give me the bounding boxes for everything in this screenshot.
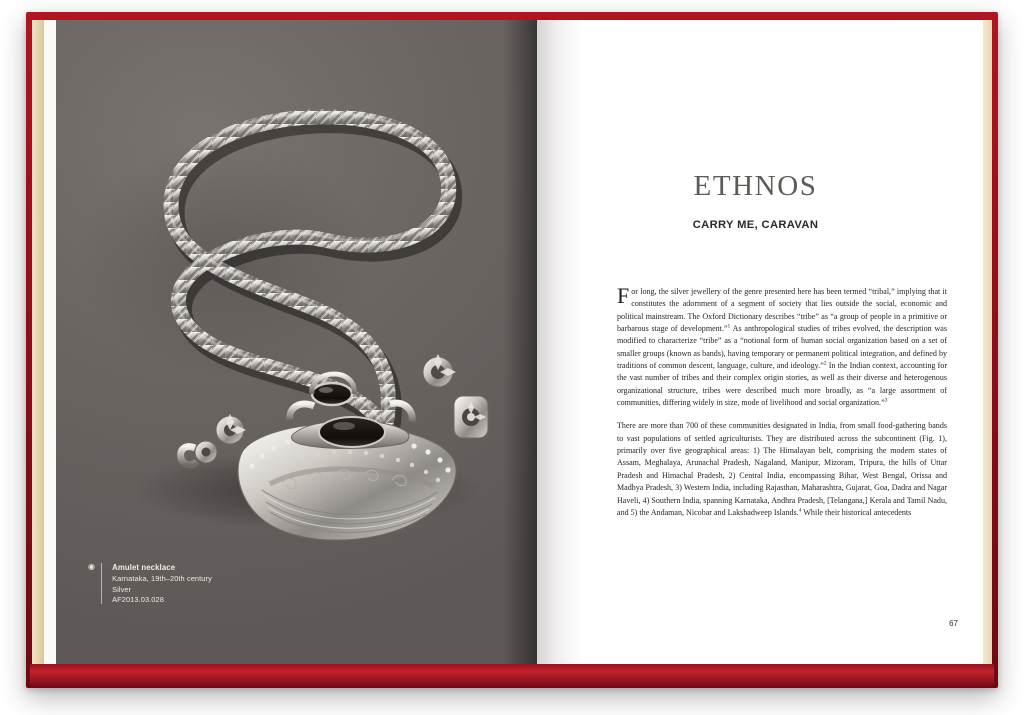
caption-line-3: AF2013.03.028 (112, 595, 164, 605)
open-pages (32, 20, 992, 664)
left-page (32, 20, 537, 664)
paragraph-2-text-b: While their historical antecedents (801, 507, 912, 517)
footnote-ref-4[interactable]: 4 (798, 507, 802, 514)
caption-line-2: Silver (112, 584, 132, 594)
page-number: 67 (949, 619, 958, 628)
footnote-ref-3[interactable]: 3 (884, 397, 888, 404)
page-edge-gold-left (32, 20, 44, 664)
footnote-ref-2[interactable]: 2 (823, 360, 827, 367)
gutter-shadow-right (537, 20, 583, 664)
paragraph-1-text-c: In the Indian context, accounting for the vast number of tribes and their complex origin stories, as well as their diverse and heterogenous organizational structure, tribes were described much more broadly, as “a large assortment of communities, differing widely in size, mode of livelihood and social organization.” (617, 361, 947, 408)
page-edge-white-left (44, 20, 56, 664)
caption-marker-icon: ◉ (88, 561, 96, 571)
caption-line-1: Karnataka, 19th–20th century (112, 573, 212, 583)
chapter-subtitle: CARRY ME, CARAVAN (692, 219, 819, 231)
paragraph-1-text-a: or long, the silver jewellery of the genre presented here has been termed “tribal,” implying that it constitutes the adornment of a segment of society that lies outside the social, economic and political mainstream. The Oxford Dictionary describes “tribe” as “a group of people in a primitive or barbarous stage of development.” (617, 287, 947, 334)
paragraph-1 (617, 283, 948, 409)
right-page (537, 20, 992, 664)
page-edge-gold-right (983, 20, 992, 664)
paragraph-1-text-b: As anthropological studies of tribes evolved, the description was modified to characterize “tribe” as a “notional form of human social organization based on a set of smaller groups (known as bands), having temporary or permanent political integration, and defined by traditions of common descent, language, culture, and ideology.” (617, 324, 948, 371)
drop-cap: F (617, 283, 630, 308)
caption-object-name: Amulet necklace (112, 562, 176, 572)
caption-rule (101, 563, 102, 605)
paragraph-2-text-a: There are more than 700 of these communities designated in India, from small food-gathering bands to vast populations of settled agriculturists. They are distributed across the subcontinent (Fig. 1), primarily over five geographical areas: 1) The Himalayan belt, comprising the modern states of Assam, Meghalaya, Arunachal Pradesh, Nagaland, Manipur, Mizoram, Tripura, the hills of Uttar Pradesh and Himachal Pradesh, 2) Central India, encompassing Bihar, West Bengal, Orissa and Madhya Pradesh, 3) Western India, including Rajasthan, Maharashtra, Gujarat, Goa, Dadra and Nagar Haveli, 4) Southern India, spanning Karnataka, Andhra Pradesh, [Telangana,] Kerala and Tamil Nadu, and 5) the Andaman, Nicobar and Lakshadweep Islands. (617, 421, 947, 517)
chapter-title: ETHNOS (693, 170, 818, 202)
chapter-heading-block (537, 170, 974, 231)
body-text-column (617, 283, 948, 519)
footnote-ref-1[interactable]: 1 (727, 323, 731, 330)
plate-caption (88, 562, 212, 607)
caption-text (112, 562, 212, 607)
book-cover-bottom-edge (30, 664, 994, 686)
paragraph-2 (617, 420, 947, 519)
